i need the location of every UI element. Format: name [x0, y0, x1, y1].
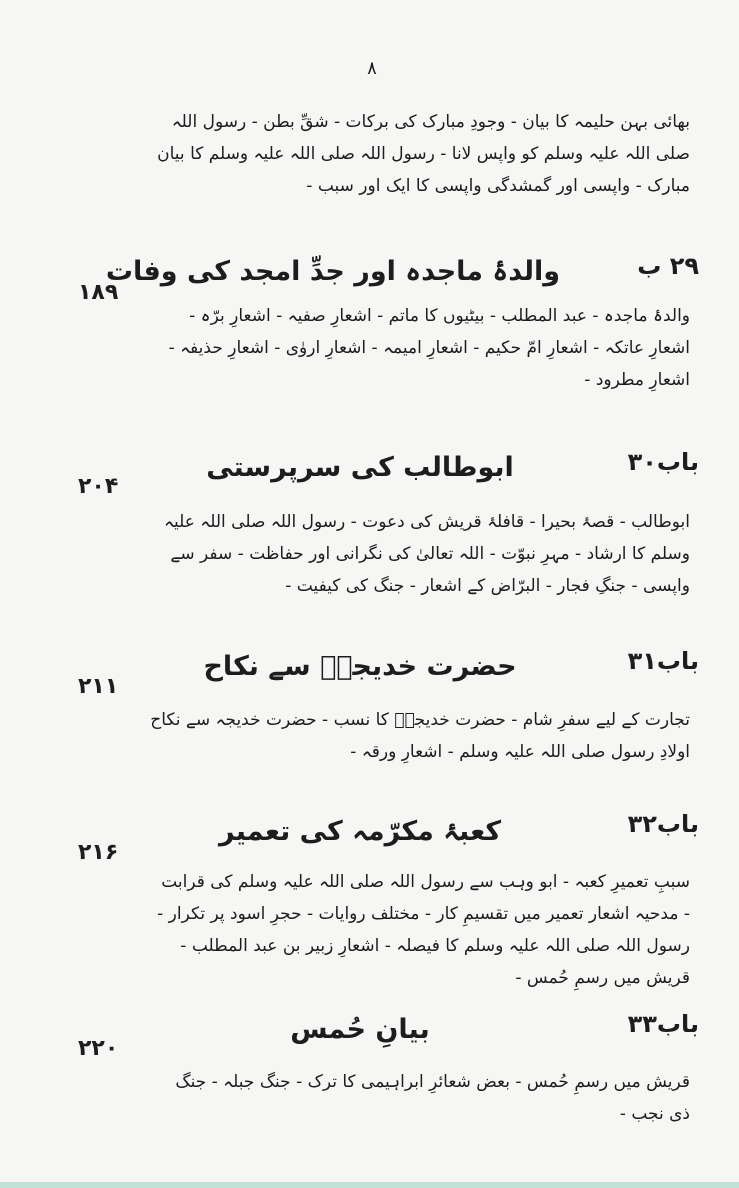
chapter-title: کعبۂ مکرّمہ کی تعمیر	[218, 816, 502, 847]
chapter-title: بیانِ حُمس	[290, 1014, 430, 1045]
chapter-label: باب۳۰	[627, 448, 699, 476]
chapter-page-number: ۲۰۴	[78, 474, 119, 499]
chapter-page-number: ۲۱۱	[78, 674, 119, 699]
chapter-label: باب۳۱	[627, 647, 699, 675]
chapter-page-number: ۲۱۶	[78, 840, 119, 865]
chapter-title: حضرت خدیجہؓ سے نکاح	[203, 651, 517, 682]
chapter-summary: سببِ تعمیرِ کعبہ - ابو وہب سے رسول اللہ صلی اللہ علیہ وسلم کی قرابت - مدحیہ اشعار تعمیر میں تقسیمِ کار - مختلف روایات - حجرِ اسود پر تکرار - رسول اللہ صلی اللہ علیہ وسلم کا فیصلہ - اشعارِ زبیر بن عبد المطلب - قریش میں رسمِ حُمس -	[157, 872, 690, 988]
page-bottom-edge	[0, 1182, 739, 1188]
chapter-title: ابوطالب کی سرپرستی	[206, 452, 514, 483]
chapter-title: والدۂ ماجدہ اور جدِّ امجد کی وفات	[105, 256, 560, 287]
chapter-label: ۲۹ ب	[637, 252, 699, 280]
chapter-summary: قریش میں رسمِ حُمس - بعض شعائرِ ابراہیمی کا ترک - جنگ جبلہ - جنگ ذی نجب -	[175, 1072, 690, 1124]
chapter-summary: ابوطالب - قصۂ بحیرا - قافلۂ قریش کی دعوت - رسول اللہ صلی اللہ علیہ وسلم کا ارشاد - مہرِ نبوّت - اللہ تعالیٰ کی نگرانی اور حفاظت - سفر سے واپسی - جنگِ فجار - البرّاض کے اشعار - جنگ کی کیفیت -	[163, 512, 690, 596]
chapter-summary: تجارت کے لیے سفرِ شام - حضرت خدیجہؓ کا نسب - حضرت خدیجہ سے نکاح اولادِ رسول صلی اللہ علیہ وسلم - اشعارِ ورقہ -	[150, 710, 690, 762]
page-number: ۸	[367, 58, 377, 79]
chapter-page-number: ۱۸۹	[78, 280, 119, 305]
chapter-page-number: ۲۲۰	[78, 1036, 119, 1061]
chapter-summary: والدۂ ماجدہ - عبد المطلب - بیٹیوں کا ماتم - اشعارِ صفیہ - اشعارِ برّہ - اشعارِ عاتکہ - اشعارِ امّ حکیم - اشعارِ امیمہ - اشعارِ اروٰی - اشعارِ حذیفہ - اشعارِ مطرود -	[168, 306, 690, 390]
intro-paragraph: بھائی بہن حلیمہ کا بیان - وجودِ مبارک کی برکات - شقِّ بطن - رسول اللہ صلی اللہ علیہ وسلم کو واپس لانا - رسول اللہ صلی اللہ علیہ وسلم کا بیان مبارک - واپسی اور گمشدگی واپسی کا ایک اور سبب -	[157, 112, 690, 196]
chapter-label: باب۳۳	[627, 1010, 699, 1038]
chapter-label: باب۳۲	[627, 810, 699, 838]
